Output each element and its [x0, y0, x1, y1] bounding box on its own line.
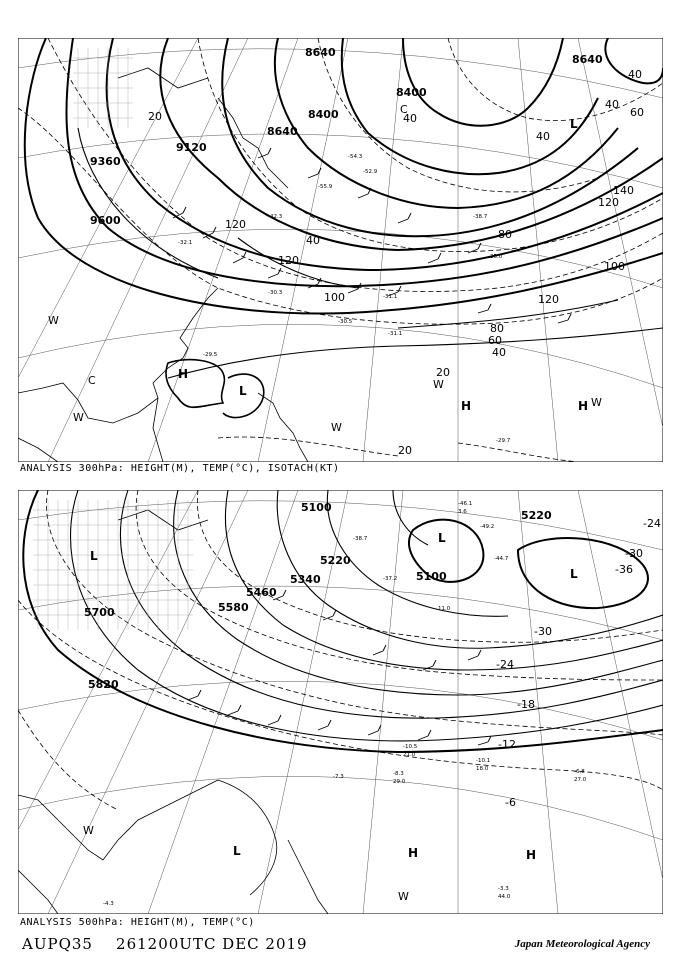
station-value: 29.0: [393, 779, 406, 785]
isotach-label: 140: [613, 184, 634, 197]
station-value: 11.0: [438, 606, 451, 612]
high-symbol: H: [461, 399, 472, 413]
map-500hpa-svg: [18, 490, 663, 914]
map-panel-300hpa: [18, 38, 663, 462]
isotach-label: 80: [490, 322, 504, 335]
isotach-label: 40: [628, 68, 642, 81]
isotach-label: 100: [324, 291, 345, 304]
warm-symbol: W: [48, 314, 59, 327]
height-label: 9360: [90, 155, 121, 168]
warm-symbol: W: [433, 378, 444, 391]
map-panel-500hpa: [18, 490, 663, 914]
station-value: -10.5: [403, 744, 418, 750]
high-symbol: H: [408, 846, 419, 860]
isotach-label: 120: [278, 254, 299, 267]
isotach-label: 80: [498, 228, 512, 241]
low-symbol: L: [233, 844, 241, 858]
height-label: 9600: [90, 214, 121, 227]
height-label: 5460: [246, 586, 277, 599]
temp-label: -6: [505, 796, 516, 809]
temp-label: -29.7: [496, 438, 511, 444]
isotach-label: 20: [148, 110, 162, 123]
temp-label: -30.5: [338, 319, 353, 325]
height-label: 5220: [521, 509, 552, 522]
station-value: -4.3: [103, 901, 114, 907]
warm-symbol: W: [398, 890, 409, 903]
temp-label: -24: [496, 658, 514, 671]
height-label: 8640: [572, 53, 603, 66]
height-label: 8400: [396, 86, 427, 99]
isotach-label: 20: [398, 444, 412, 457]
temp-label: -42.3: [268, 214, 283, 220]
height-label: 5220: [320, 554, 351, 567]
isotach-label: 60: [488, 334, 502, 347]
height-label: 5580: [218, 601, 249, 614]
high-symbol: H: [578, 399, 589, 413]
temp-label: -52.9: [363, 169, 378, 175]
caption-300hpa: ANALYSIS 300hPa: HEIGHT(M), TEMP(°C), ISOTACH(KT): [20, 463, 340, 474]
temp-label: -32.1: [178, 240, 193, 246]
temp-label: -30: [534, 625, 552, 638]
height-label: 8640: [267, 125, 298, 138]
temp-label: -55.9: [318, 184, 333, 190]
temp-label: -38.7: [473, 214, 488, 220]
height-label: 5100: [301, 501, 332, 514]
station-value: 18.0: [476, 766, 489, 772]
height-label: 5820: [88, 678, 119, 691]
station-value: -10.1: [476, 758, 491, 764]
chart-code: AUPQ35: [22, 935, 93, 953]
station-value: 44.0: [498, 894, 511, 900]
warm-symbol: W: [83, 824, 94, 837]
temp-label: -18: [517, 698, 535, 711]
height-label: 5700: [84, 606, 115, 619]
warm-symbol: W: [73, 411, 84, 424]
height-label: 8400: [308, 108, 339, 121]
isotach-label: 120: [538, 293, 559, 306]
temp-label: -35.0: [488, 254, 503, 260]
station-value: -38.7: [353, 536, 368, 542]
station-value: 27.0: [574, 777, 587, 783]
isotach-label: 120: [598, 196, 619, 209]
isotach-label: 20: [436, 366, 450, 379]
isotach-label: 40: [306, 234, 320, 247]
station-value: -8.3: [393, 771, 404, 777]
high-symbol: H: [178, 367, 189, 381]
warm-symbol: W: [591, 396, 602, 409]
station-value: -3.3: [498, 886, 509, 892]
low-symbol: L: [570, 117, 578, 131]
temp-label: -29.5: [203, 352, 218, 358]
station-value: -46.1: [458, 501, 473, 507]
height-label: 5100: [416, 570, 447, 583]
height-label: 9120: [176, 141, 207, 154]
agency-name: Japan Meteorological Agency: [514, 938, 650, 950]
station-value: -37.2: [383, 576, 398, 582]
temp-label: -31.1: [383, 294, 398, 300]
high-symbol: H: [526, 848, 537, 862]
cold-symbol: C: [400, 103, 408, 116]
isotach-label: 60: [630, 106, 644, 119]
temp-label: -12: [498, 738, 516, 751]
isotach-label: 40: [605, 98, 619, 111]
station-value: 21.0: [403, 752, 416, 758]
temp-label: -24: [643, 517, 661, 530]
isotach-label: 40: [536, 130, 550, 143]
temp-label: -30.3: [268, 290, 283, 296]
temp-label: -36: [615, 563, 633, 576]
low-symbol: L: [570, 567, 578, 581]
station-value: -44.7: [494, 556, 509, 562]
height-label: 5340: [290, 573, 321, 586]
station-value: -7.3: [333, 774, 344, 780]
chart-id: [22, 935, 308, 953]
caption-500hpa: ANALYSIS 500hPa: HEIGHT(M), TEMP(°C): [20, 917, 255, 928]
warm-symbol: W: [331, 421, 342, 434]
temp-label: -30: [625, 547, 643, 560]
map-300hpa-svg: [18, 38, 663, 462]
low-symbol: L: [90, 549, 98, 563]
low-symbol: L: [239, 384, 247, 398]
isotach-label: 40: [492, 346, 506, 359]
temp-label: -31.1: [388, 331, 403, 337]
isotach-label: 100: [604, 260, 625, 273]
temp-label: -54.3: [348, 154, 363, 160]
station-value: 3.6: [458, 509, 467, 515]
low-symbol: L: [438, 531, 446, 545]
station-value: -6.8: [574, 769, 585, 775]
isotach-label: 120: [225, 218, 246, 231]
height-label: 8640: [305, 46, 336, 59]
station-value: -49.2: [480, 524, 495, 530]
chart-time: 261200UTC DEC 2019: [116, 935, 308, 953]
isotach-label: 40: [403, 112, 417, 125]
cold-symbol: C: [88, 374, 96, 387]
